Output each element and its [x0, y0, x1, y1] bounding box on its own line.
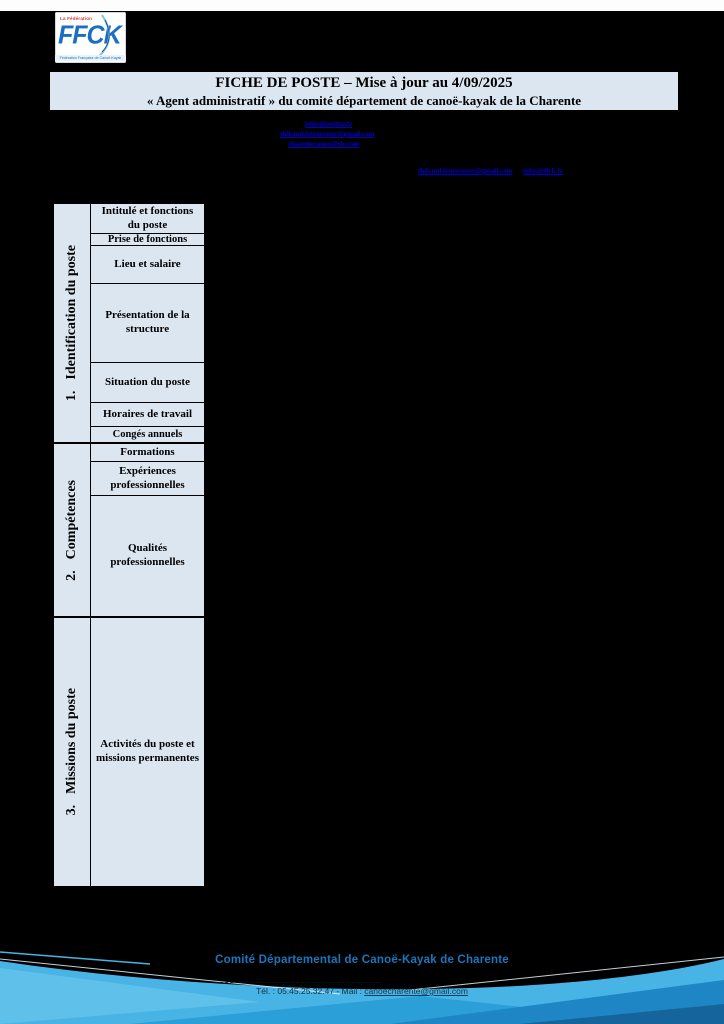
footer-divider [215, 982, 380, 983]
section-1-title: Identification du poste [64, 244, 79, 380]
email-link-2[interactable]: thibaud.letourneur@gmail.com [280, 130, 375, 138]
section-1-number: 1. [64, 390, 79, 402]
email-link-1[interactable]: infos@poitou.fr [305, 120, 353, 128]
cell-prise-de-fonctions: Prise de fonctions [91, 234, 204, 246]
footer-contact-line [0, 986, 724, 996]
page-top-edge [0, 0, 724, 11]
cell-qualites-professionnelles: Qualités professionnelles [91, 496, 204, 616]
section-missions [54, 616, 204, 886]
section-2-title: Compétences [64, 479, 79, 559]
section-3-header [54, 618, 91, 886]
email-link-5[interactable]: infos@ffck.fr [523, 167, 563, 175]
cell-presentation-structure: Présentation de la structure [91, 284, 204, 363]
section-competences [54, 442, 204, 616]
cell-conges-annuels: Congés annuels [91, 427, 204, 442]
footer-email-link[interactable]: canoecharente@gmail.com [364, 986, 468, 996]
cell-formations: Formations [91, 444, 204, 462]
email-link-4[interactable]: thibaud.letourneur@gmail.com [418, 167, 513, 175]
section-1-header [54, 204, 91, 442]
email-link-3[interactable]: charentecanoe@sfr.com [288, 140, 360, 148]
cell-experiences-professionnelles: Expériences professionnelles [91, 462, 204, 496]
cell-lieu-salaire: Lieu et salaire [91, 246, 204, 284]
job-description-table [52, 202, 206, 888]
section-identification [54, 204, 204, 442]
logo-brand-text: FFCK [58, 20, 121, 50]
document-subtitle: « Agent administratif » du comité département de canoë-kayak de la Charente [146, 92, 582, 108]
footer-organization-name: Comité Départemental de Canoë-Kayak de Charente [215, 954, 509, 966]
logo-top-tagline: La Fédération [60, 16, 93, 21]
logo-bottom-tagline: Fédération Française de Canoë-Kayak [55, 55, 126, 61]
ffck-logo [55, 12, 126, 63]
cell-intitule-fonctions: Intitulé et fonctions du poste [91, 204, 204, 234]
cell-situation-poste: Situation du poste [91, 363, 204, 403]
section-3-number: 3. [64, 805, 79, 816]
section-2-number: 2. [64, 569, 79, 581]
section-3-title: Missions du poste [64, 688, 79, 795]
section-2-header [54, 444, 91, 616]
cell-horaires-travail: Horaires de travail [91, 403, 204, 427]
footer-phone: Tél. : 05.45.25.32.47 - Mail : [256, 986, 365, 996]
cell-activites-poste: Activités du poste et missions permanentes [91, 618, 204, 886]
title-box [48, 70, 680, 112]
footer [0, 944, 724, 1024]
document-title: FICHE DE POSTE – Mise à jour au 4/09/2025 [215, 74, 513, 91]
